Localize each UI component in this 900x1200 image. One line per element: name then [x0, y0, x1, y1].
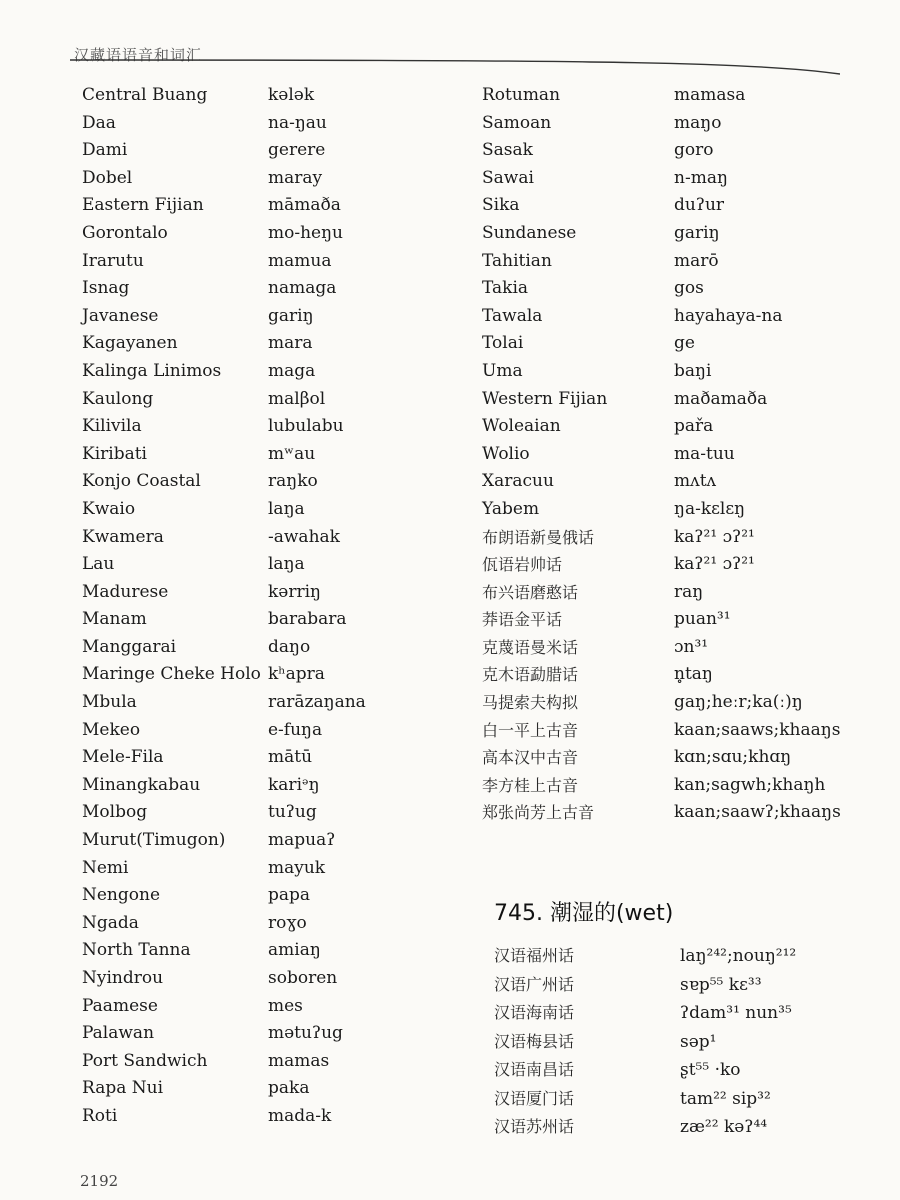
language-name: Yabem	[482, 498, 540, 519]
entry-row	[82, 689, 462, 717]
language-name: 汉语南昌话	[494, 1060, 575, 1079]
word-form: kan;sagwh;khaŋh	[674, 774, 826, 795]
word-form: e-fuŋa	[268, 719, 323, 740]
language-name: Eastern Fijian	[82, 195, 204, 216]
entry-row	[82, 910, 462, 938]
entry-row	[482, 689, 892, 717]
word-form: lubulabu	[268, 416, 344, 437]
entry-row	[482, 275, 892, 303]
language-name: Kalinga Linimos	[82, 360, 222, 381]
word-form: mo-heŋu	[268, 222, 344, 243]
entry-row	[82, 799, 462, 827]
language-name: Mele-Fila	[82, 747, 164, 768]
entry-row	[82, 827, 462, 855]
word-form: marō	[674, 250, 719, 271]
word-form: mʷau	[268, 443, 316, 464]
word-form: kaan;saaws;khaaŋs	[674, 719, 841, 740]
entry-row	[82, 330, 462, 358]
language-name: 汉语厦门话	[494, 1088, 575, 1108]
entry-row	[494, 1085, 894, 1114]
word-form: kariᵊŋ	[268, 774, 320, 795]
word-form: maray	[268, 167, 323, 188]
word-form: gerere	[268, 140, 326, 161]
language-name: Kilivila	[82, 416, 142, 437]
language-name: 汉语梅县话	[494, 1031, 575, 1051]
language-name: 佤语岩帅话	[482, 555, 563, 575]
language-name: Madurese	[82, 581, 169, 602]
entry-row	[82, 248, 462, 276]
section-heading: 745. 潮湿的(wet)	[494, 901, 674, 926]
header-rule	[70, 58, 840, 76]
word-form: ɔn³¹	[674, 636, 709, 657]
entry-row	[82, 192, 462, 220]
entry-row	[82, 551, 462, 579]
entry-row	[482, 524, 892, 552]
language-name: Manggarai	[82, 636, 177, 657]
language-name: Uma	[482, 360, 523, 381]
language-name: Kwaio	[82, 498, 136, 519]
word-form: kaʔ²¹ ɔʔ²¹	[674, 526, 755, 547]
word-form: maðamaða	[674, 388, 768, 409]
entry-row	[482, 468, 892, 496]
language-name: Minangkabau	[82, 774, 201, 795]
word-form: səp¹	[680, 1031, 717, 1052]
language-name: Sawai	[482, 167, 534, 188]
language-name: Mekeo	[82, 719, 141, 740]
language-name: Kwamera	[82, 526, 164, 547]
language-name: Kiribati	[82, 443, 147, 464]
right-word-list	[482, 82, 892, 827]
language-name: Isnag	[82, 278, 130, 299]
language-name: Western Fijian	[482, 388, 608, 409]
word-form: baŋi	[674, 360, 712, 381]
word-form: mamasa	[674, 85, 746, 105]
word-form: laŋa	[268, 554, 305, 575]
language-name: Murut(Timugon)	[82, 830, 226, 851]
entry-row	[82, 524, 462, 552]
entry-row	[482, 303, 892, 331]
entry-row	[82, 110, 462, 138]
entry-row	[82, 358, 462, 386]
entry-row	[482, 137, 892, 165]
language-name: Manam	[82, 609, 147, 630]
word-form: kaan;saawʔ;khaaŋs	[674, 802, 841, 823]
entry-row	[482, 799, 892, 827]
language-name: Sundanese	[482, 222, 577, 243]
word-form: ge	[674, 333, 695, 354]
language-name: 布兴语磨憨话	[482, 582, 579, 602]
word-form: mayuk	[268, 857, 326, 878]
word-form: kələk	[268, 85, 315, 105]
language-name: Maringe Cheke Holo	[82, 664, 261, 685]
language-name: Xaracuu	[482, 471, 554, 492]
entry-row	[482, 165, 892, 193]
word-form: gaŋ;heːr;ka(ː)ŋ	[674, 692, 803, 713]
entry-row	[482, 441, 892, 469]
language-name: 李方桂上古音	[482, 775, 579, 795]
word-form: tam²² sip³²	[680, 1088, 771, 1109]
language-name: 马提索夫构拟	[482, 693, 579, 713]
entry-row	[482, 634, 892, 662]
language-name: Samoan	[482, 112, 552, 133]
language-name: Roti	[82, 1105, 118, 1126]
word-form: gariŋ	[674, 222, 720, 243]
entry-row	[82, 441, 462, 469]
entry-row	[482, 330, 892, 358]
word-form: mətuʔug	[268, 1023, 343, 1044]
word-form: maŋo	[674, 112, 722, 133]
word-form: mes	[268, 995, 303, 1016]
word-form: gariŋ	[268, 305, 314, 326]
entry-row	[82, 634, 462, 662]
word-form: ʂt⁵⁵ ·ko	[680, 1060, 741, 1080]
word-form: amiaŋ	[268, 940, 321, 961]
language-name: Mbula	[82, 692, 137, 713]
entry-row	[482, 386, 892, 414]
language-name: Wolio	[482, 443, 530, 464]
entry-row	[482, 551, 892, 579]
word-form: rarāzaŋana	[268, 692, 366, 713]
word-form: mada-k	[268, 1105, 332, 1126]
entry-row	[82, 220, 462, 248]
language-name: Palawan	[82, 1023, 155, 1044]
word-form: kərriŋ	[268, 581, 322, 602]
entry-row	[482, 579, 892, 607]
word-form: n-maŋ	[674, 167, 728, 188]
word-form: laŋa	[268, 498, 305, 519]
language-name: 汉语福州话	[494, 946, 575, 965]
entry-row	[82, 386, 462, 414]
word-form: namaga	[268, 278, 337, 299]
word-form: mʌtʌ	[674, 471, 717, 492]
entry-row	[482, 220, 892, 248]
word-form: mamas	[268, 1050, 330, 1071]
entry-row	[82, 937, 462, 965]
entry-row	[482, 744, 892, 772]
entry-row	[482, 110, 892, 138]
entry-row	[482, 772, 892, 800]
word-form: pařa	[674, 416, 714, 437]
word-form: māmaða	[268, 195, 341, 216]
language-name: Kagayanen	[82, 333, 178, 354]
language-name: Sika	[482, 195, 520, 216]
word-form: tuʔug	[268, 802, 317, 823]
language-name: Rotuman	[482, 85, 561, 105]
word-form: mapuaʔ	[268, 830, 336, 851]
word-form: malβol	[268, 388, 326, 409]
entry-row	[482, 717, 892, 745]
word-form: paka	[268, 1078, 310, 1099]
entry-row	[82, 165, 462, 193]
language-name: Nemi	[82, 857, 129, 878]
language-name: 汉语广州话	[494, 974, 575, 994]
entry-row	[82, 468, 462, 496]
entry-row	[82, 579, 462, 607]
entry-row	[82, 661, 462, 689]
language-name: Kaulong	[82, 388, 154, 409]
language-name: Daa	[82, 112, 116, 133]
word-form: roɣo	[268, 912, 307, 933]
page-number: 2192	[80, 1172, 119, 1190]
word-form: ʔdam³¹ nun³⁵	[680, 1003, 792, 1023]
word-form: kɑn;sɑu;khɑŋ	[674, 747, 792, 768]
entry-row	[82, 1020, 462, 1048]
entry-row	[82, 1075, 462, 1103]
entry-row	[82, 744, 462, 772]
entry-row	[82, 82, 462, 110]
entry-row	[82, 606, 462, 634]
word-form: maga	[268, 360, 316, 381]
entry-row	[82, 882, 462, 910]
word-form: hayahaya-na	[674, 305, 783, 326]
entry-row	[482, 82, 892, 110]
entry-row	[494, 999, 894, 1028]
language-name: Central Buang	[82, 85, 208, 105]
entry-row	[82, 137, 462, 165]
entry-row	[494, 1113, 894, 1142]
left-word-list	[82, 82, 462, 1131]
language-name: Nyindrou	[82, 968, 164, 988]
word-form: -awahak	[268, 526, 340, 547]
word-form: kaʔ²¹ ɔʔ²¹	[674, 554, 755, 575]
language-name: Woleaian	[482, 416, 561, 437]
language-name: Rapa Nui	[82, 1078, 164, 1099]
entry-row	[82, 993, 462, 1021]
entry-row	[482, 192, 892, 220]
language-name: 布朗语新曼俄话	[482, 527, 595, 547]
entry-row	[482, 606, 892, 634]
language-name: Nengone	[82, 885, 161, 906]
language-name: North Tanna	[82, 940, 191, 961]
language-name: Konjo Coastal	[82, 471, 201, 492]
entry-row	[482, 413, 892, 441]
entry-row	[82, 965, 462, 993]
word-form: n̥taŋ	[674, 664, 713, 685]
word-form: na-ŋau	[268, 112, 327, 133]
word-form: sɐp⁵⁵ kɛ³³	[680, 974, 762, 995]
word-form: raŋ	[674, 581, 704, 602]
language-name: Sasak	[482, 140, 533, 161]
language-name: 高本汉中古音	[482, 748, 579, 768]
word-form: ma-tuu	[674, 443, 735, 464]
word-form: gos	[674, 278, 704, 299]
word-form: mara	[268, 333, 313, 354]
language-name: Gorontalo	[82, 222, 168, 243]
word-form: mātū	[268, 747, 313, 768]
word-form: papa	[268, 885, 311, 906]
running-head-title: 汉藏语语音和词汇	[74, 46, 203, 64]
word-form: ŋa-kɛlɛŋ	[674, 498, 746, 519]
word-form: laŋ²⁴²;nouŋ²¹²	[680, 946, 797, 966]
entry-row	[82, 496, 462, 524]
language-name: 汉语苏州话	[494, 1117, 575, 1136]
entry-row	[494, 1056, 894, 1085]
wet-word-list	[494, 942, 894, 1142]
language-name: Tolai	[482, 333, 524, 354]
word-form: kʰapra	[268, 664, 325, 685]
entry-row	[494, 1028, 894, 1057]
word-form: duʔur	[674, 195, 725, 216]
language-name: Takia	[482, 278, 529, 299]
entry-row	[82, 772, 462, 800]
word-form: puan³¹	[674, 609, 731, 630]
language-name: 克木语勐腊话	[482, 665, 579, 685]
entry-row	[82, 413, 462, 441]
word-form: barabara	[268, 609, 347, 630]
language-name: Ngada	[82, 912, 139, 933]
entry-row	[482, 661, 892, 689]
entry-row	[482, 248, 892, 276]
word-form: zæ²² kəʔ⁴⁴	[680, 1117, 768, 1137]
language-name: 克蔑语曼米话	[482, 637, 579, 657]
word-form: goro	[674, 140, 714, 161]
language-name: Lau	[82, 554, 115, 575]
language-name: 汉语海南话	[494, 1003, 575, 1022]
language-name: 郑张尚芳上古音	[482, 803, 595, 823]
language-name: Port Sandwich	[82, 1050, 208, 1071]
entry-row	[82, 855, 462, 883]
language-name: Tawala	[482, 305, 543, 326]
language-name: Javanese	[82, 305, 159, 326]
entry-row	[82, 303, 462, 331]
entry-row	[482, 496, 892, 524]
language-name: Irarutu	[82, 250, 144, 271]
entry-row	[82, 275, 462, 303]
language-name: Tahitian	[482, 250, 552, 271]
entry-row	[82, 1103, 462, 1131]
language-name: Dami	[82, 140, 128, 161]
word-form: raŋko	[268, 471, 318, 492]
word-form: mamua	[268, 250, 332, 271]
entry-row	[494, 942, 894, 971]
entry-row	[82, 1048, 462, 1076]
language-name: Paamese	[82, 995, 158, 1016]
entry-row	[82, 717, 462, 745]
language-name: Dobel	[82, 167, 133, 188]
language-name: 莽语金平话	[482, 610, 563, 630]
entry-row	[482, 358, 892, 386]
word-form: daŋo	[268, 636, 311, 657]
language-name: 白一平上古音	[482, 720, 579, 740]
entry-row	[494, 971, 894, 1000]
language-name: Molbog	[82, 802, 148, 823]
word-form: soboren	[268, 968, 338, 988]
